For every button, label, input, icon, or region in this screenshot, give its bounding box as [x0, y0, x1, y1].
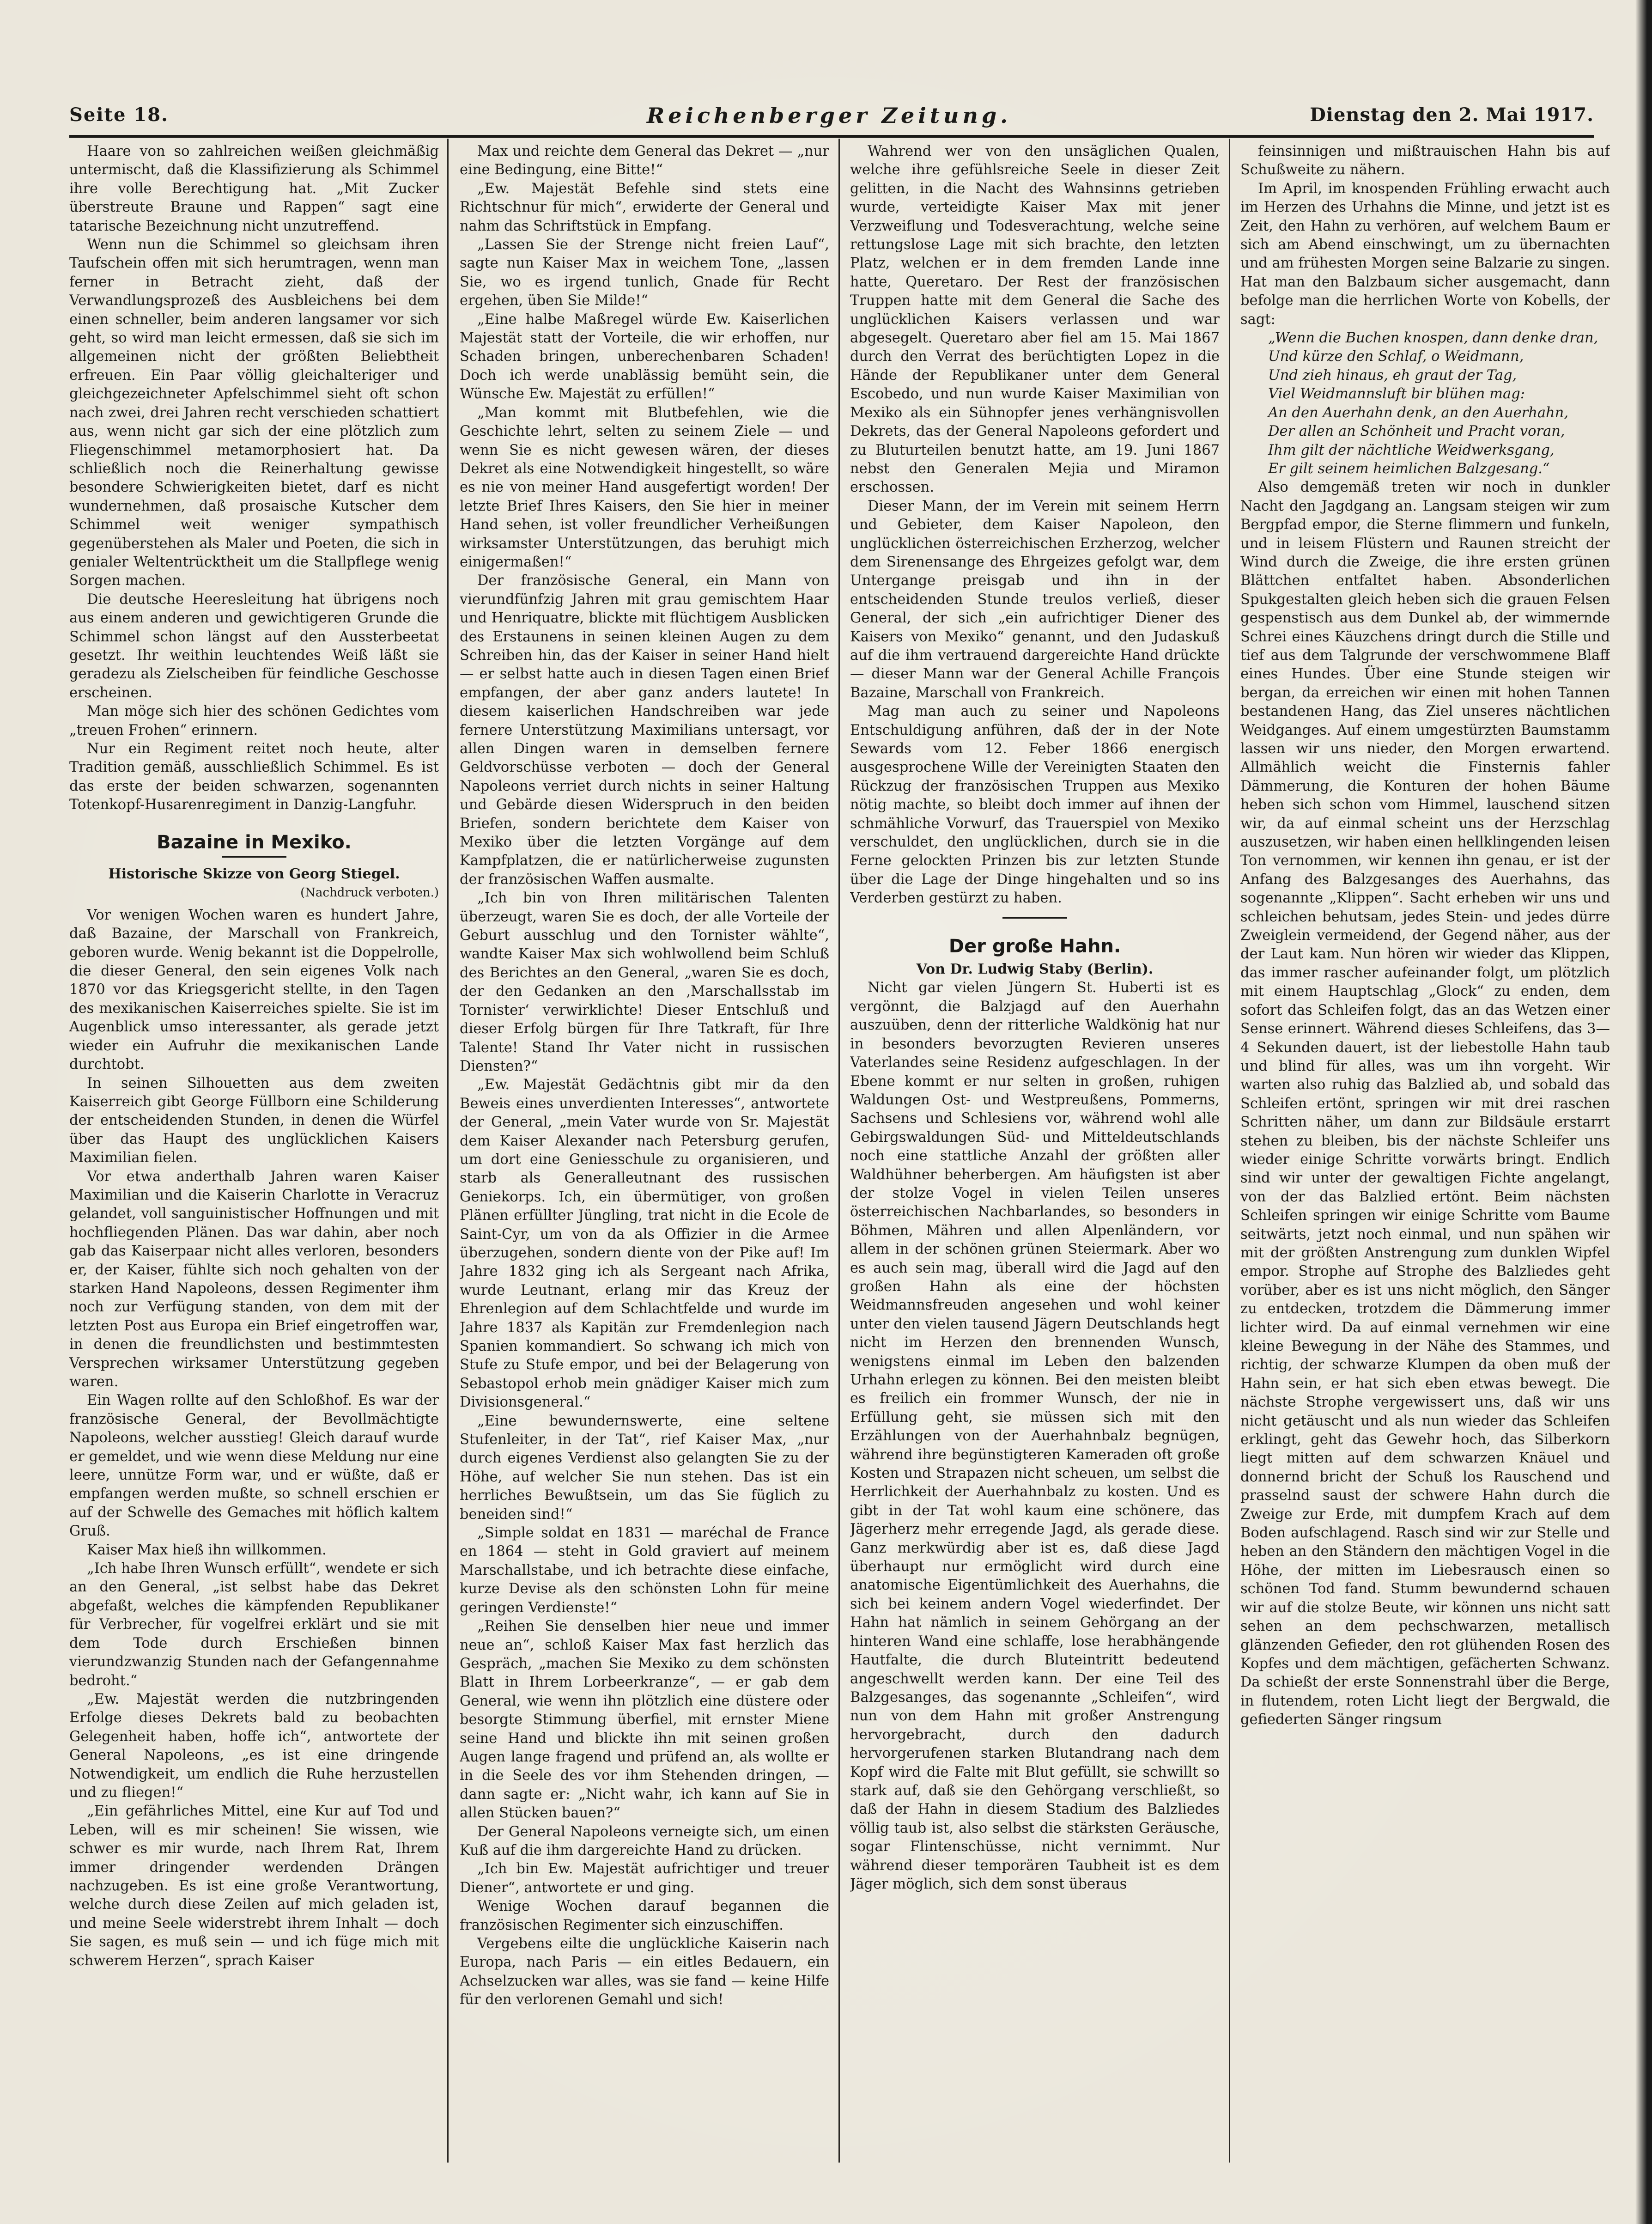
column-divider — [1229, 139, 1230, 2163]
page-header — [69, 99, 1594, 132]
article-title-bazaine: Bazaine in Mexiko. — [157, 831, 352, 853]
paragraph: Nur ein Regiment reitet noch heute, alter Tradition gemäß, ausschließlich Schimmel. Es ist das erste der beiden schwarzen, sogenannten Totenkopf-Husarenregiment in Danzig-Langfuhr. — [69, 741, 439, 813]
paragraph: „Ich habe Ihren Wunsch erfüllt“, wendete er sich an den General, „ist selbst habe das Dekret abgefaßt, welches die kämpfenden Republikaner für Verbrecher, für vogelfrei erklärt und sie mit dem Tode durch Erschießen binnen vierundzwanzig Stunden nach der Gefangennahme bedroht.“ — [69, 1560, 439, 1689]
paragraph: Der General Napoleons verneigte sich, um einen Kuß auf die ihm dargereichte Hand zu drücken. — [460, 1823, 829, 1858]
poem-line: Der allen an Schönheit und Pracht voran, — [1268, 423, 1565, 440]
header-rule — [69, 135, 1594, 138]
poem-line: Er gilt seinem heimlichen Balzgesang.“ — [1268, 460, 1550, 477]
article-title-hahn: Der große Hahn. — [948, 935, 1121, 957]
paragraph: „Ew. Majestät Befehle sind stets eine Richtschnur für mich“, erwiderte der General und nahm das Schriftstück in Empfang. — [460, 180, 829, 234]
paragraph: Der französische General, ein Mann von vierundfünfzig Jahren mit grau gemischtem Haar und Henriquatre, blickte mit flüchtigem Ausblicken des Erstaunens in seinen kleinen Augen zu dem Schreiben hin, das der Kaiser in seiner Hand hielt — er selbst hatte auch in diesen Tagen einen Brief empfangen, der aber ganz anders lautete! In diesem kaiserlichen Handschreiben war jede fernere Unterstützung Maximilians untersagt, vor allen Dingen waren in demselben fernere Geldvorschüsse verboten — doch der General Napoleons verriet durch nichts in seiner Haltung und Gebärde diesen Widerspruch in den beiden Briefen, sondern berichtete dem Kaiser von Mexiko über die letzten Vorgänge auf dem Kampfplatzen, die er natürlicherweise zugunsten der französischen Waffen ausmalte. — [460, 573, 829, 888]
paragraph: Dieser Mann, der im Verein mit seinem Herrn und Gebieter, dem Kaiser Napoleon, den unglücklichen österreichischen Erzherzog, welcher dem Sirenensange des Ehrgeizes gefolgt war, dem Untergange preisgab und ihn in der entscheidenden Stunde treulos verließ, dieser General, der sich „ein aufrichtiger Diener des Kaisers von Mexiko“ genannt, und den Judaskuß auf die ihm vertrauend dargereichte Hand drückte — dieser Mann war der General Achille François Bazaine, Marschall von Frankreich. — [850, 498, 1220, 701]
paragraph: Max und reichte dem General das Dekret — „nur eine Bedingung, eine Bitte!“ — [460, 143, 829, 178]
paragraph: Vergebens eilte die unglückliche Kaiserin nach Europa, nach Paris — ein eitles Bedauern, ein Achselzucken war alles, was sie fand — keine Hilfe für den verlorenen Gemahl und sich! — [460, 1936, 829, 2008]
paragraph: „Simple soldat en 1831 — maréchal de France en 1864 — steht in Gold graviert auf meinem Marschallstabe, und ich betrachte diese einfache, kurze Devise als den schönsten Lohn für meine geringen Verdienste!“ — [460, 1525, 829, 1616]
paragraph: In seinen Silhouetten aus dem zweiten Kaiserreich gibt George Füllborn eine Schilderung der entscheidenden Stunden, in denen die Würfel über das Haupt des unglücklichen Kaisers Maximilian fielen. — [69, 1075, 439, 1166]
paragraph: Also demgemäß treten wir noch in dunkler Nacht den Jagdgang an. Langsam steigen wir zum Bergpfad empor, die Sterne flimmern und funkeln, und in leisem Flüstern und Raunen streicht der Wind durch die Zweige, die ihre ersten grünen Blättchen entfaltet haben. Absonderlichen Spukgestalten gleich heben sich die grauen Felsen gespenstisch aus dem Dunkel ab, der wimmernde Schrei eines Käuzchens dringt durch die Stille und tief aus dem Talgrunde der verschwommene Blaff eines Hundes. Über eine Stunde steigen wir bergan, da erreichen wir einen mit hohen Tannen bestandenen Hang, das Ziel unseres nächtlichen Weidganges. Auf einem umgestürzten Baumstamm lassen wir uns nieder, den Morgen erwartend. Allmählich weicht die Finsternis fahler Dämmerung, die Konturen der hohen Bäume heben sich schon vom Himmel, lauschend sitzen wir, da auf einmal scheint uns der Herzschlag auszusetzen, wir haben einen hellklingenden leisen Ton vernommen, wir kennen ihn genau, er ist der Anfang des Balzgesanges des Auerhahns, das sogenannte „Klippen“. Sacht erheben wir uns und schleichen behutsam, jedes Stein- und jedes dürre Zweiglein vermeidend, der Gegend näher, aus der der Laut kam. Nun hören wir wieder das Klippen, das immer rascher aufeinander folgt, um plötzlich mit einem Hauptschlag „Glock“ zu enden, dem sofort das Schleifen folgt, das an das Wetzen einer Sense erinnert. Während dieses Schleifens, das 3—4 Sekunden dauert, ist der liebestolle Hahn taub und blind für alles, was um ihn vorgeht. Wir warten also ruhig das Balzlied ab, und sobald das Schleifen ertönt, springen wir mit drei raschen Schritten näher, um dann zur Bildsäule erstarrt stehen zu bleiben, bis der nächste Schleifer uns wieder einige Schritte vorwärts bringt. Endlich sind wir unter der gewaltigen Fichte angelangt, von der das Balzlied ertönt. Beim nächsten Schleifen springen wir einige Schritte vom Baume seitwärts, jetzt noch einmal, und nun spähen wir mit der größten Anstrengung zum dunklen Wipfel empor. Strophe auf Strophe des Balzliedes geht vorüber, aber es ist uns nicht möglich, den Sänger zu entdecken, trotzdem die Dämmerung immer lichter wird. Da auf einmal vernehmen wir eine kleine Bewegung in der Nähe des Stammes, und richtig, der schwarze Klumpen da oben muß der Hahn sein, er hat sich eben etwas bewegt. Die nächste Strophe vergewissert uns, daß wir uns nicht getäuscht und als nun wieder das Schleifen erklingt, geht das Gewehr hoch, das Silberkorn liegt mitten auf dem schwarzen Knäuel und donnernd bricht der Schuß los Rauschend und prasselnd saust der schwere Hahn durch die Zweige zur Erde, mit dumpfem Krach auf dem Boden aufschlagend. Rasch sind wir zur Stelle und heben an den Ständern den mächtigen Vogel in die Höhe, der mitten im Liebesrausch einen so schönen Tod fand. Stumm bewundernd schauen wir auf die stolze Beute, wir können uns nicht satt sehen an dem pechschwarzen, metallisch glänzenden Gefieder, den rot glühenden Rosen des Kopfes und dem mächtigen, gefächerten Schwanz. Da schießt der erste Sonnenstrahl über die Berge, in flutendem, roten Licht liegt der Bergwald, die gefiederten Sänger ringsum — [1240, 479, 1610, 1728]
newspaper-title: Reichenberger Zeitung. — [647, 103, 1012, 128]
paragraph: Wahrend wer von den unsäglichen Qualen, welche ihre gefühlsreiche Seele in dieser Zeit gelitten, in die Nacht des Wahnsinns getrieben wurde, verteidigte Kaiser Max mit jener Verzweiflung und Todesverachtung, welche seine rettungslose Lage mit sich brachte, den letzten Platz, welchen er in dem fremden Lande inne hatte, Queretaro. Der Rest der französischen Truppen hatte mit dem General die Sache des unglücklichen Kaisers verlassen und war abgesegelt. Queretaro aber fiel am 15. Mai 1867 durch den Verrat des berüchtigten Lopez in die Hände der Republikaner unter dem General Escobedo, und nun wurde Kaiser Maximilian von Mexiko als ein Sühnopfer jenes verhängnisvollen Dekrets, das der General Napoleons gefordert und zu Bluturteilen benutzt hatte, am 19. Juni 1867 nebst den Generalen Mejia und Miramon erschossen. — [850, 143, 1220, 496]
poem-line: Ihm gilt der nächtliche Weidwerksgang, — [1268, 442, 1555, 458]
paragraph: Man möge sich hier des schönen Gedichtes vom „treuen Frohen“ erinnern. — [69, 703, 439, 738]
spacer — [850, 908, 1220, 917]
scan-edge — [1635, 0, 1652, 2224]
article-byline: Historische Skizze von Georg Stiegel. — [108, 866, 400, 883]
poem-line: „Wenn die Buchen knospen, dann denke dran, — [1268, 330, 1598, 347]
column-1 — [69, 142, 439, 2143]
poem-line: Viel Weidmannsluft bir blühen mag: — [1268, 386, 1525, 402]
paragraph: Mag man auch zu seiner und Napoleons Entschuldigung anführen, daß der in der Note Sewards vom 12. Feber 1866 energisch ausgesprochene Wille der Vereinigten Staaten den Rückzug der französischen Truppen aus Mexiko nötig machte, so bleibt doch immer auf ihnen der schmähliche Vorwurf, das Trauerspiel von Mexiko verschuldet, den unglücklichen, durch sie in die Ferne gelockten Prinzen bis zur letzten Stunde über die Lage der Dinge hingehalten und so ins Verderben gestürzt zu haben. — [850, 703, 1220, 907]
paragraph: „Eine halbe Maßregel würde Ew. Kaiserlichen Majestät statt der Vorteile, die wir erhoffen, nur Schaden bringen, unberechenbaren Schaden! Doch ich werde unablässig bemüht sein, die Wünsche Ew. Majestät zu erfüllen!“ — [460, 311, 829, 402]
column-divider — [447, 139, 449, 2163]
title-rule — [1002, 917, 1067, 919]
paragraph: „Reihen Sie denselben hier neue und immer neue an“, schloß Kaiser Max fast herzlich das Gespräch, „machen Sie Mexiko zu dem schönsten Blatt in Ihrem Lorbeerkranze“, — er gab dem General, wie wenn ihn plötzlich eine düstere oder besorgte Stimmung überfiel, mit ernster Miene seine Hand und blickte ihn mit seinen großen Augen lange fragend und prüfend an, als wollte er in die Seele des vor ihm Stehenden dringen, — dann sagte er: „Nicht wahr, ich kann auf Sie in allen Stücken bauen?“ — [460, 1618, 829, 1822]
reprint-note: (Nachdruck verboten.) — [300, 886, 439, 900]
title-rule — [222, 856, 286, 858]
paragraph: Die deutsche Heeresleitung hat übrigens noch aus einem anderen und gewichtigeren Grunde die Schimmel schon längst auf den Aussterbeetat gesetzt. Ihr weithin leuchtendes Weiß läßt sie geradezu als Zielscheiben für feindliche Geschosse erscheinen. — [69, 591, 439, 701]
column-3 — [850, 142, 1220, 2143]
paragraph: Ein Wagen rollte auf den Schloßhof. Es war der französische General, der Bevollmächtigte Napoleons, welcher ausstieg! Gleich darauf wurde er gemeldet, und wie wenn diese Meldung nur eine leere, unnütze Form war, und er wüßte, daß er empfangen werden mußte, so schnell erschien er auf der Schwelle des Gemaches mit höflich kaltem Gruß. — [69, 1392, 439, 1540]
paragraph: „Man kommt mit Blutbefehlen, wie die Geschichte lehrt, selten zu seinem Ziele — und wenn Sie es nicht gewesen wären, der dieses Dekret als eine Notwendigkeit hingestellt, so wäre es nie von meiner Hand ausgefertigt worden! Der letzte Brief Ihres Kaisers, den Sie hier in meiner Hand sehen, ist voller freundlicher Verheißungen wirksamster Unterstützungen, das beruhigt mich einigermaßen!“ — [460, 404, 829, 570]
paragraph: Wenn nun die Schimmel so gleichsam ihren Taufschein offen mit sich herumtragen, wenn man ferner in Betracht zieht, daß der Verwandlungsprozeß des Ausbleichens bei dem einen schneller, beim anderen langsamer vor sich geht, so wird man leicht ermessen, daß sie sich im allgemeinen nicht der größten Beliebtheit erfreuen. Ein Paar völlig gleichalteriger und gleichgezeichneter Apfelschimmel sieht oft schon nach zwei, drei Jahren recht verschieden schattiert aus, wenn nicht gar sich der eine plötzlich zum Fliegenschimmel metamorphosiert hat. Da schließlich noch die Reinerhaltung gewisse besondere Schwierigkeiten bietet, darf es nicht wundernehmen, daß prosaische Kutscher dem Schimmel weit weniger sympathisch gegenüberstehen als Maler und Poeten, die sich in genialer Weltentrücktheit um die Stallpflege wenig Sorgen machen. — [69, 237, 439, 589]
column-divider — [838, 139, 840, 2163]
paragraph: Vor wenigen Wochen waren es hundert Jahre, daß Bazaine, der Marschall von Frankreich, geboren wurde. Wenig bekannt ist die Doppelrolle, die dieser General, den sein eigenes Volk nach 1870 vor das Kriegsgericht stellte, in den Tagen des mexikanischen Kaiserreiches spielte. Sie ist im Augenblick umso interessanter, als gerade jetzt wieder ein Aufruhr die mexikanischen Lande durchtobt. — [69, 907, 439, 1073]
paragraph: „Eine bewundernswerte, eine seltene Stufenleiter, in der Tat“, rief Kaiser Max, „nur durch eigenes Verdienst also gelangten Sie zu der Höhe, auf welcher Sie nun stehen. Das ist ein herrliches Bewußtsein, um das Sie füglich zu beneiden sind!“ — [460, 1413, 829, 1523]
paragraph: „Ich bin Ew. Majestät aufrichtiger und treuer Diener“, antwortete er und ging. — [460, 1861, 829, 1896]
poem-line: Und zieh hinaus, eh graut der Tag, — [1268, 367, 1517, 384]
paragraph: Vor etwa anderthalb Jahren waren Kaiser Maximilian und die Kaiserin Charlotte in Veracruz gelandet, voll sanguinistischer Hoffnungen und mit hochfliegenden Plänen. Das war dahin, aber noch gab das Kaiserpaar nicht alles verloren, besonders er, der Kaiser, fühlte sich noch gehalten von der starken Hand Napoleons, dessen Regimenter ihm noch zur Verfügung standen, von dem mit der letzten Post aus Europa ein Brief eingetroffen war, in denen die freundlichsten und bestimmtesten Versprechen wirksamer Unterstützung gegeben waren. — [69, 1168, 439, 1390]
paragraph: Nicht gar vielen Jüngern St. Huberti ist es vergönnt, die Balzjagd auf den Auerhahn auszuüben, denn der ritterliche Waldkönig hat nur in besonders bevorzugten Revieren unseres Vaterlandes seine Residenz aufgeschlagen. In der Ebene kommt er nur selten in großen, ruhigen Waldungen Ost- und Westpreußens, Pommerns, Sachsens und Schlesiens vor, während wohl alle Gebirgswaldungen Süd- und Mitteldeutschlands noch eine stattliche Anzahl der größten aller Waldhühner beherbergen. Am häufigsten ist aber der stolze Vogel in vielen Teilen unseres österreichischen Nachbarlandes, so besonders in Böhmen, Mähren und allen Alpenländern, vor allem in der schönen grünen Steiermark. Aber wo es auch sein mag, überall wird die Jagd auf den großen Hahn als eine der höchsten Weidmannsfreuden angesehen und wohl keiner unter den vielen tausend Jägern Deutschlands hegt nicht im Herzen den brennenden Wunsch, wenigstens einmal im Leben den balzenden Urhahn erlegen zu können. Bei den meisten bleibt es freilich ein frommer Wunsch, der nie in Erfüllung geht, sie müssen sich mit den Erzählungen von der Auerhahnbalz begnügen, während ihre begünstigteren Kameraden oft große Kosten und Strapazen nicht scheuen, um selbst die Herrlichkeit der Auerhahnbalz zu kosten. Und es gibt in der Tat wohl kaum eine schönere, das Jägerherz mehr erregende Jagd, als gerade diese. Ganz merkwürdig aber ist es, daß diese Jagd überhaupt nur ermöglicht wird durch eine anatomische Eigentümlichkeit des Auerhahns, die sich bei keinem andern Vogel wiederfindet. Der Hahn hat nämlich in seinem Gehörgang an der hinteren Wand eine schlaffe, lose herabhängende Hautfalte, die durch Bluteintritt bedeutend angeschwellt werden kann. Der eine Teil des Balzgesanges, das sogenannte „Schleifen“, wird nun von dem Hahn mit großer Anstrengung hervorgebracht, durch den dadurch hervorgerufenen starken Blutandrang nach dem Kopf wird die Falte mit Blut gefüllt, sie schwillt so stark auf, daß sie den Gehörgang verschließt, so daß der Hahn in diesem Stadium des Balzliedes völlig taub ist, also selbst die stärksten Geräusche, sogar Flintenschüsse, nicht vernimmt. Nur während dieser temporären Taubheit ist es dem Jäger möglich, sich dem sonst überaus — [850, 980, 1220, 1892]
paragraph: Kaiser Max hieß ihn willkommen. — [87, 1542, 327, 1558]
paragraph: feinsinnigen und mißtrauischen Hahn bis auf Schußweite zu nähern. — [1240, 143, 1610, 178]
page-number: Seite 18. — [69, 104, 169, 126]
paragraph: „Lassen Sie der Strenge nicht freien Lauf“, sagte nun Kaiser Max in weichem Tone, „lassen Sie, wo es irgend tunlich, Gnade für Recht ergehen, üben Sie Milde!“ — [460, 237, 829, 309]
paragraph: „Ew. Majestät werden die nutzbringenden Erfolge dieses Dekrets bald zu beobachten Gelegenheit haben, hoffe ich“, antwortete der General Napoleons, „es ist eine dringende Notwendigkeit, um endlich die Ruhe herzustellen und zu fliegen!“ — [69, 1691, 439, 1801]
article-byline: Von Dr. Ludwig Staby (Berlin). — [916, 961, 1154, 978]
paragraph: Wenige Wochen darauf begannen die französischen Regimenter sich einzuschiffen. — [460, 1898, 829, 1933]
paragraph: „Ew. Majestät Gedächtnis gibt mir da den Beweis eines unverdienten Interesses“, antwortete der General, „mein Vater wurde von Sr. Majestät dem Kaiser Alexander nach Petersburg gerufen, um dort eine Geniesschule zu organisieren, und starb als Generalleutnant des russischen Geniekorps. Ich, ein übermütiger, von großen Plänen erfüllter Jüngling, trat nicht in die Ecole de Saint-Cyr, um von da als Offizier in die Armee überzugehen, sondern diente von der Pike auf! Im Jahre 1832 ging ich als Sergeant nach Afrika, wurde Leutnant, erlang mir das Kreuz der Ehrenlegion auf dem Schlachtfelde und wurde im Jahre 1837 als Kapitän zur Fremdenlegion nach Spanien kommandiert. So schwang ich mich von Stufe zu Stufe empor, und bei der Belagerung von Sebastopol erhob mein gnädiger Kaiser mich zum Divisionsgeneral.“ — [460, 1077, 829, 1411]
paragraph: Haare von so zahlreichen weißen gleichmäßig untermischt, daß die Klassifizierung als Schimmel ihre volle Berechtigung hat. „Mit Zucker überstreute Braune und Rappen“ sagt eine tatarische Bezeichnung nicht unzutreffend. — [69, 143, 439, 234]
column-2 — [460, 142, 829, 2143]
paragraph: „Ich bin von Ihren militärischen Talenten überzeugt, waren Sie es doch, der alle Vorteile der Geburt ausschlug und den Tornister wählte“, wandte Kaiser Max sich wohlwollend beim Schluß des Berichtes an den General, „waren Sie es doch, der den Gedanken an den ‚Marschallsstab im Tornister‘ verwirklichte! Dieser Entschluß und dieser Erfolg bürgen für Ihre Tatkraft, für Ihre Talente! Stand Ihr Vater nicht in russischen Diensten?“ — [460, 890, 829, 1074]
column-4 — [1240, 142, 1610, 2143]
paragraph: Im April, im knospenden Frühling erwacht auch im Herzen des Urhahns die Minne, und jetzt ist es Zeit, den Hahn zu verhören, auf welchem Baum er sich am Abend einschwingt, um zu übernachten und am frühesten Morgen seine Balzarie zu singen. Hat man den Balzbaum sicher ausgemacht, dann befolge man die herrlichen Worte von Kobells, der sagt: — [1240, 180, 1610, 328]
issue-date: Dienstag den 2. Mai 1917. — [1310, 104, 1594, 126]
poem-line: An den Auerhahn denk, an den Auerhahn, — [1268, 404, 1569, 421]
paragraph: „Ein gefährliches Mittel, eine Kur auf Tod und Leben, will es mir scheinen! Sie wissen, wie schwer es mir wurde, nach Ihrem Rat, Ihrem immer dringender werdenden Drängen nachzugeben. Es ist eine große Verantwortung, welche durch diese Zeilen auf mich geladen ist, und meine Seele widerstrebt ihrem Inhalt — doch Sie sagen, es muß sein — und ich füge mich mit schwerem Herzen“, sprach Kaiser — [69, 1803, 439, 1969]
poem-line: Und kürze den Schlaf, o Weidmann, — [1268, 348, 1524, 365]
